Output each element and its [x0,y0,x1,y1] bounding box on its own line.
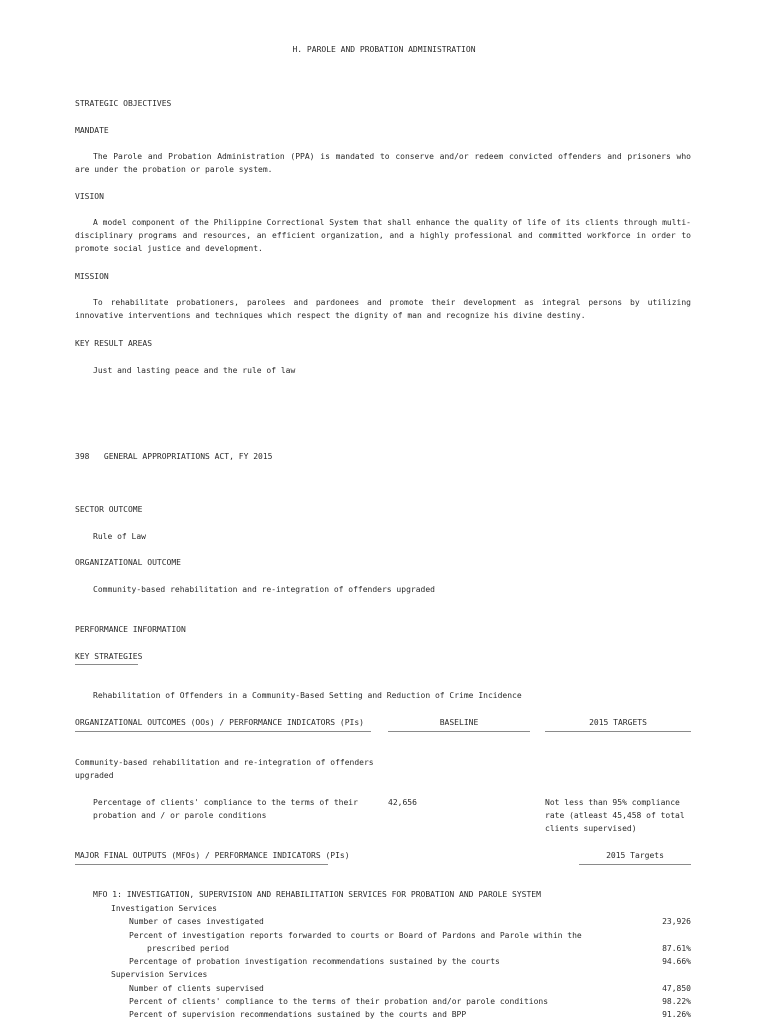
sup-indicator-1: Number of clients supervised [129,984,264,993]
inv-indicator-3: Percentage of probation investigation recommendations sustained by the courts [129,957,500,966]
investigation-services-label: Investigation Services [111,904,217,913]
oo-outcome-line2: upgraded [75,771,114,780]
oo-target-line3: clients supervised) [545,824,637,833]
inv-indicator-2-value: 87.61% [662,944,691,953]
vision-heading: VISION [75,192,104,201]
mandate-text: The Parole and Probation Administration (PPA) is mandated to conserve and/or redeem convicted offenders and prisoners who are under the probation or parole system. [75,152,691,174]
sup-indicator-2-value: 98.22% [662,997,691,1006]
key-strategies-heading: KEY STRATEGIES [75,652,143,661]
page-footer: 398 GENERAL APPROPRIATIONS ACT, FY 2015 [75,452,273,461]
mission-heading: MISSION [75,272,109,281]
targets-header-rule [545,731,691,732]
mission-text: To rehabilitate probationers, parolees and pardonees and promote their development as integral persons by utilizing innovative interventions and techniques which respect the dignity of man and recognize his divine destiny. [75,298,691,320]
sector-outcome-text: Rule of Law [93,532,146,541]
org-outcome-heading: ORGANIZATIONAL OUTCOME [75,558,181,567]
mfo-targets-header-rule [579,864,691,865]
vision-text: A model component of the Philippine Correctional System that shall enhance the quality of life of its clients through multi-disciplinary programs and resources, an efficient organization, and a highly professional and committed workforce in order to promote social justice and development. [75,218,691,253]
inv-indicator-1: Number of cases investigated [129,917,264,926]
inv-indicator-2-line1: Percent of investigation reports forwarded to courts or Board of Pardons and Parole within the [129,931,582,940]
oo-target-line2: rate (atleast 45,458 of total [545,811,685,820]
inv-indicator-1-value: 23,926 [662,917,691,926]
mfo-col-header: MAJOR FINAL OUTPUTS (MFOs) / PERFORMANCE INDICATORS (PIs) [75,851,350,860]
performance-info-heading: PERFORMANCE INFORMATION [75,625,186,634]
oo-header-rule [75,731,371,732]
targets-col-header: 2015 TARGETS [589,718,647,727]
mfo-header-rule [75,864,328,865]
strategic-objectives-heading: STRATEGIC OBJECTIVES [75,99,172,108]
mfo-title: MFO 1: INVESTIGATION, SUPERVISION AND REHABILITATION SERVICES FOR PROBATION AND PAROLE SYSTEM [93,890,541,899]
oo-col-header: ORGANIZATIONAL OUTCOMES (OOs) / PERFORMANCE INDICATORS (PIs) [75,718,364,727]
sup-indicator-3: Percent of supervision recommendations sustained by the courts and BPP [129,1010,467,1019]
inv-indicator-3-value: 94.66% [662,957,691,966]
key-strategies-underline [75,664,138,665]
oo-outcome-line1: Community-based rehabilitation and re-integration of offenders [75,758,374,767]
document-title: H. PAROLE AND PROBATION ADMINISTRATION [292,45,476,54]
sector-outcome-heading: SECTOR OUTCOME [75,505,143,514]
baseline-col-header: BASELINE [439,718,479,727]
baseline-header-rule [388,731,530,732]
oo-target-line1: Not less than 95% compliance [545,798,680,807]
key-strategies-text: Rehabilitation of Offenders in a Community-Based Setting and Reduction of Crime Incidence [93,691,522,700]
org-outcome-text: Community-based rehabilitation and re-integration of offenders upgraded [93,585,435,594]
sup-indicator-1-value: 47,850 [662,984,691,993]
sup-indicator-3-value: 91.26% [662,1010,691,1019]
sup-indicator-2: Percent of clients' compliance to the terms of their probation and/or parole conditions [129,997,549,1006]
oo-indicator-line1: Percentage of clients' compliance to the terms of their [93,798,358,807]
mandate-heading: MANDATE [75,126,109,135]
kra-text: Just and lasting peace and the rule of law [93,366,296,375]
oo-indicator-line2: probation and / or parole conditions [93,811,267,820]
mfo-targets-col-header: 2015 Targets [606,851,664,860]
supervision-services-label: Supervision Services [111,970,208,979]
inv-indicator-2-line2: prescribed period [147,944,229,953]
oo-baseline-value: 42,656 [388,798,417,807]
kra-heading: KEY RESULT AREAS [75,339,153,348]
